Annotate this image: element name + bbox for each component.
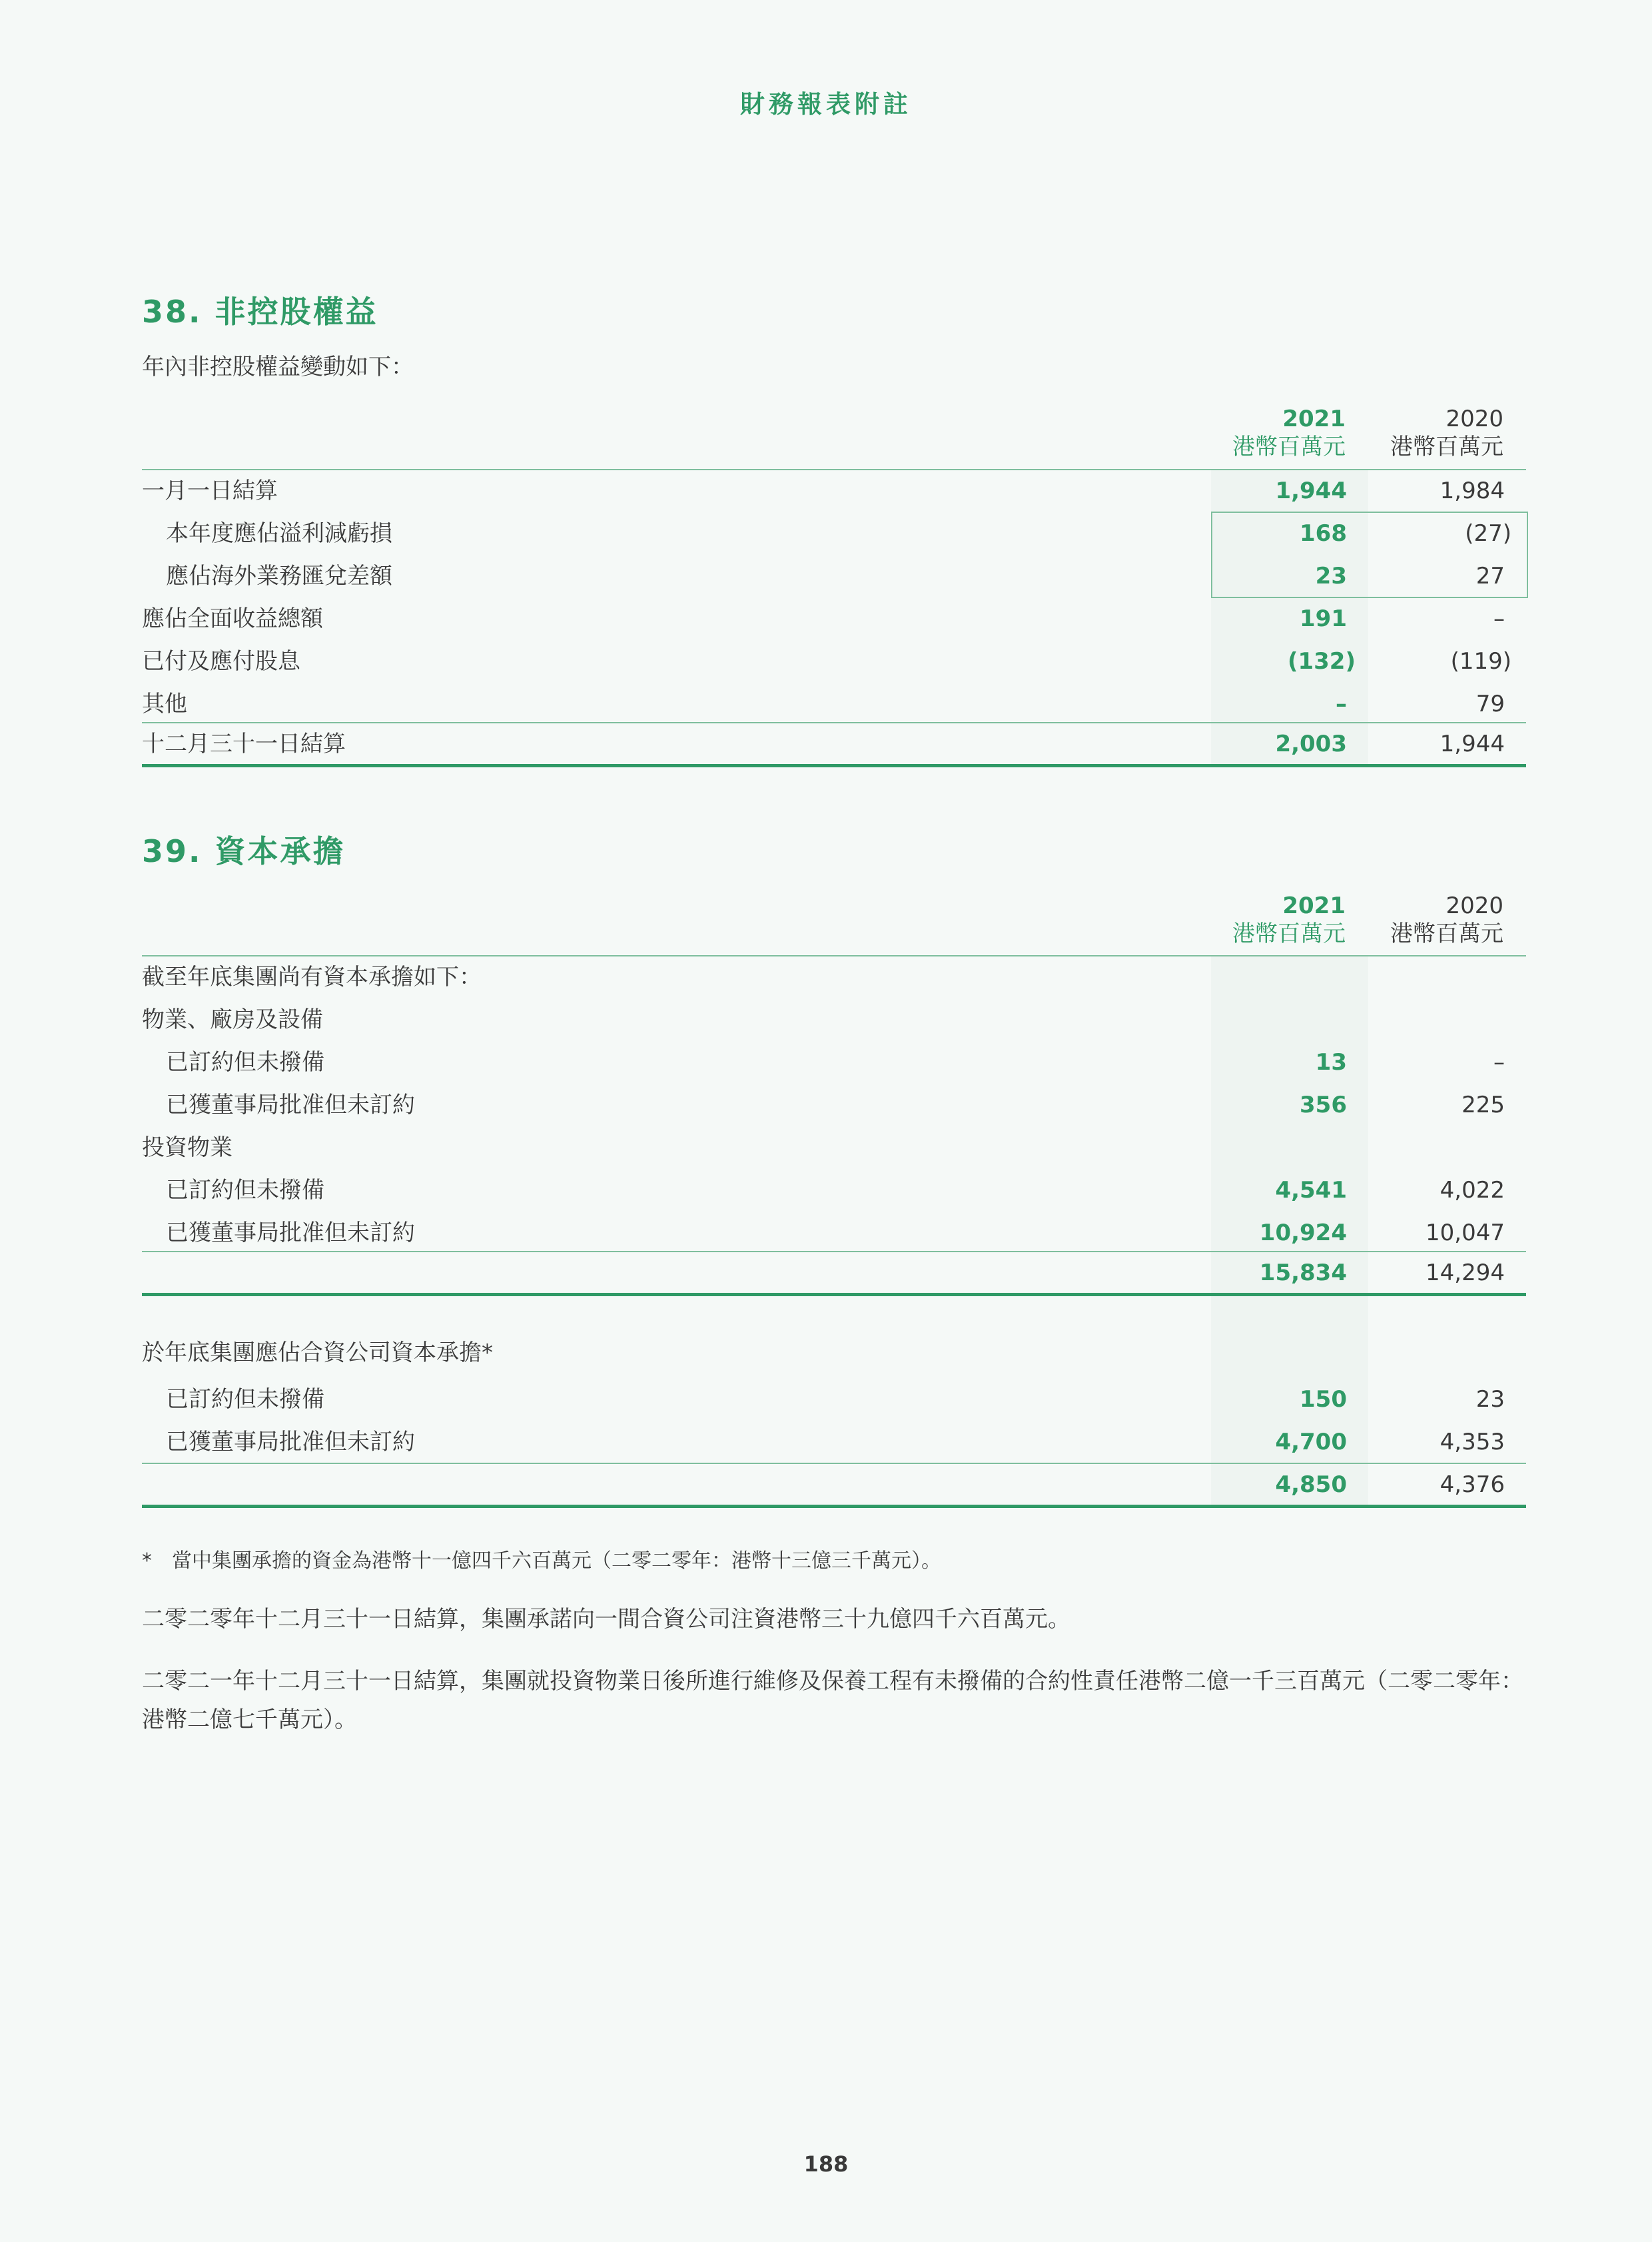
table-row: [142, 1126, 1526, 1169]
value-2021: 4,850: [1275, 1471, 1347, 1498]
value-2021: 168: [1300, 520, 1347, 547]
row-label: 已獲董事局批准但未訂約: [166, 1429, 415, 1455]
table-row: [142, 1378, 1526, 1421]
table-row: [142, 1252, 1526, 1294]
value-2020: (119): [1450, 648, 1511, 675]
sec38-col-2021-header: [1232, 405, 1346, 461]
table-row: [142, 1084, 1526, 1126]
value-2021: 4,541: [1275, 1177, 1347, 1204]
value-2021: 356: [1300, 1092, 1347, 1118]
table-row: [142, 512, 1526, 555]
sec39-col-2020-year: 2020: [1446, 893, 1503, 919]
value-2021: 2,003: [1275, 731, 1347, 757]
sec39-col-2021-year: 2021: [1282, 893, 1346, 919]
paragraph-2: 二零二一年十二月三十一日結算，集團就投資物業日後所進行維修及保養工程有未撥備的合約性責任港幣二億一千三百萬元（二零二零年：港幣二億七千萬元）。: [142, 1668, 1523, 1733]
table-row: [142, 998, 1526, 1041]
value-2020: 225: [1461, 1092, 1505, 1118]
table-row: [142, 1169, 1526, 1212]
row-label: 截至年底集團尚有資本承擔如下：: [142, 964, 482, 990]
value-2021: 10,924: [1259, 1220, 1347, 1246]
row-label: 已獲董事局批准但未訂約: [166, 1092, 415, 1118]
row-label: 物業、廠房及設備: [142, 1006, 323, 1033]
value-2020: 1,944: [1440, 731, 1505, 757]
value-2021: 1,944: [1275, 478, 1347, 504]
table-row: [142, 597, 1526, 640]
table-row: [142, 1421, 1526, 1463]
row-label: 十二月三十一日結算: [142, 731, 346, 757]
value-2021: 13: [1315, 1049, 1347, 1076]
table-row: [142, 956, 1526, 998]
value-2020: 1,984: [1440, 478, 1505, 504]
row-label: 應佔全面收益總額: [142, 605, 323, 632]
value-2021: (132): [1287, 648, 1356, 675]
section-38-intro: 年內非控股權益變動如下：: [142, 354, 414, 380]
table-row: [142, 640, 1526, 683]
row-label: 已訂約但未撥備: [166, 1386, 324, 1413]
table-row: [142, 723, 1526, 765]
row-label: 已付及應付股息: [142, 648, 300, 675]
value-2020: 4,376: [1440, 1471, 1505, 1498]
sec38-col-2020-header: [1390, 405, 1503, 461]
sec38-col-2020-year: 2020: [1446, 406, 1503, 432]
sec39-col-2021-unit: 港幣百萬元: [1232, 921, 1346, 947]
row-label: 其他: [142, 691, 187, 717]
value-2021: 15,834: [1259, 1260, 1347, 1286]
paragraph-1: 二零二零年十二月三十一日結算，集團承諾向一間合資公司注資港幣三十九億四千六百萬元。: [142, 1606, 1070, 1633]
table-row: [142, 1331, 1526, 1374]
row-label: 已訂約但未撥備: [166, 1049, 324, 1076]
table-row: [142, 683, 1526, 725]
value-2020: (27): [1465, 520, 1511, 547]
value-2020: 14,294: [1426, 1260, 1505, 1286]
value-2020: 10,047: [1426, 1220, 1505, 1246]
row-label: 已訂約但未撥備: [166, 1177, 324, 1204]
table-row: [142, 470, 1526, 512]
row-label: 本年度應佔溢利減虧損: [166, 520, 392, 547]
value-2021: 191: [1300, 605, 1347, 632]
value-2020: 23: [1475, 1386, 1505, 1413]
sec39-total-rule-2: [142, 1505, 1526, 1508]
value-2020: 79: [1475, 691, 1505, 717]
sec39-col-2020-unit: 港幣百萬元: [1390, 921, 1503, 947]
table-row: [142, 1212, 1526, 1254]
table-row: [142, 1041, 1526, 1084]
value-2021: 23: [1315, 563, 1347, 589]
value-2020: 4,022: [1440, 1177, 1505, 1204]
row-label: 於年底集團應佔合資公司資本承擔*: [142, 1339, 493, 1366]
sec38-col-2021-year: 2021: [1282, 406, 1346, 432]
sec38-col-2020-unit: 港幣百萬元: [1390, 434, 1503, 460]
table-row: [142, 555, 1526, 597]
row-label: 已獲董事局批准但未訂約: [166, 1220, 415, 1246]
sec39-col-2020-header: [1390, 892, 1503, 948]
section-38-title: 38. 非控股權益: [142, 294, 378, 330]
sec39-total-rule-1: [142, 1293, 1526, 1296]
value-2020: –: [1493, 1049, 1505, 1076]
row-label: 應佔海外業務匯兌差額: [166, 563, 392, 589]
value-2020: –: [1493, 605, 1505, 632]
value-2021: 150: [1300, 1386, 1347, 1413]
value-2020: 4,353: [1440, 1429, 1505, 1455]
table-row: [142, 1463, 1526, 1506]
page-header: 財務報表附註: [740, 90, 912, 119]
value-2021: –: [1336, 691, 1347, 717]
section-39-title: 39. 資本承擔: [142, 833, 346, 869]
footnote: * 當中集團承擔的資金為港幣十一億四千六百萬元（二零二零年：港幣十三億三千萬元）。: [142, 1549, 941, 1573]
value-2021: 4,700: [1275, 1429, 1347, 1455]
sec39-col-2021-header: [1232, 892, 1346, 948]
row-label: 投資物業: [142, 1134, 232, 1161]
sec38-total-rule: [142, 764, 1526, 767]
sec38-col-2021-unit: 港幣百萬元: [1232, 434, 1346, 460]
page-number: 188: [803, 2151, 849, 2177]
row-label: 一月一日結算: [142, 478, 278, 504]
value-2020: 27: [1475, 563, 1505, 589]
